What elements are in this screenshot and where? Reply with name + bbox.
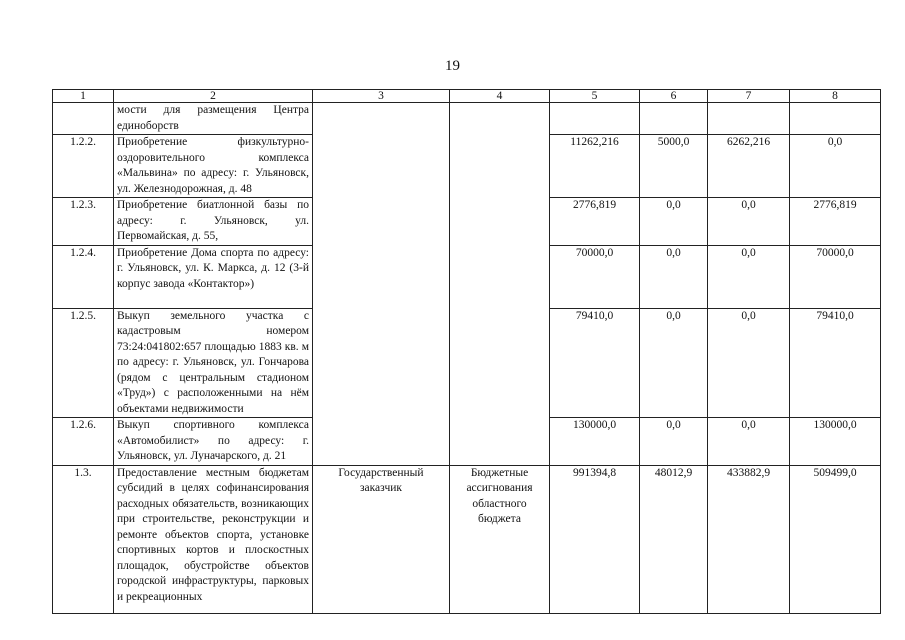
row-description: Предоставление местным бюджетам субсидий в целях софинансирования расходных обязательств, возникающих при строительстве, реконструкции и ремонте объектов спорта, установке спортивных кортов и плоскостных площадок, обустройстве объектов городской инфраструктуры, парковых и рекреационных	[114, 465, 313, 613]
page-number: 19	[445, 58, 460, 74]
value-year-3: 79410,0	[790, 308, 881, 418]
value-total: 991394,8	[550, 465, 640, 613]
header-cell: 8	[790, 90, 881, 103]
value-year-1	[640, 103, 708, 135]
row-description: Приобретение биатлонной базы по адресу: г. Ульяновск, ул. Первомайская, д. 55,	[114, 198, 313, 246]
row-description: Приобретение Дома спорта по адресу: г. Ульяновск, ул. К. Маркса, д. 12 (3-й корпус завода «Контактор»)	[114, 245, 313, 308]
value-year-3: 509499,0	[790, 465, 881, 613]
row-number: 1.2.4.	[53, 245, 114, 308]
header-cell: 7	[708, 90, 790, 103]
header-cell: 3	[313, 90, 450, 103]
header-cell: 6	[640, 90, 708, 103]
row-number	[53, 103, 114, 135]
value-year-1: 0,0	[640, 245, 708, 308]
value-year-3: 0,0	[790, 135, 881, 198]
value-total: 79410,0	[550, 308, 640, 418]
row-description: Выкуп земельного участка с кадастровым номером 73:24:041802:657 площадью 1883 кв. м по адресу: г. Ульяновск, ул. Гончарова (рядом с центральным стадионом «Труд») с расположенными на нём объектами недвижимости	[114, 308, 313, 418]
value-year-1: 0,0	[640, 418, 708, 466]
header-cell: 5	[550, 90, 640, 103]
row-number: 1.2.6.	[53, 418, 114, 466]
value-year-3: 130000,0	[790, 418, 881, 466]
responsible-party: Государственный заказчик	[313, 465, 450, 613]
value-year-3	[790, 103, 881, 135]
value-total: 130000,0	[550, 418, 640, 466]
value-total: 2776,819	[550, 198, 640, 246]
header-cell: 1	[53, 90, 114, 103]
row-description: Приобретение физкультурно-оздоровительного комплекса «Мальвина» по адресу: г. Ульяновск, ул. Железнодорожная, д. 48	[114, 135, 313, 198]
value-year-1: 0,0	[640, 198, 708, 246]
row-number: 1.2.2.	[53, 135, 114, 198]
header-row	[53, 90, 881, 103]
value-year-3: 70000,0	[790, 245, 881, 308]
value-year-2: 0,0	[708, 198, 790, 246]
budget-table	[52, 89, 881, 614]
value-year-2: 433882,9	[708, 465, 790, 613]
value-year-2: 6262,216	[708, 135, 790, 198]
row-number: 1.3.	[53, 465, 114, 613]
source-cell	[450, 103, 550, 466]
table-row	[53, 465, 881, 613]
value-year-2: 0,0	[708, 308, 790, 418]
table-row	[53, 103, 881, 135]
value-year-2	[708, 103, 790, 135]
responsible-cell	[313, 103, 450, 466]
value-year-2: 0,0	[708, 245, 790, 308]
value-total: 11262,216	[550, 135, 640, 198]
value-year-1: 48012,9	[640, 465, 708, 613]
row-number: 1.2.3.	[53, 198, 114, 246]
value-total: 70000,0	[550, 245, 640, 308]
row-description: Выкуп спортивного комплекса «Автомобилист» по адресу: г. Ульяновск, ул. Луначарского, д. 21	[114, 418, 313, 466]
header-cell: 4	[450, 90, 550, 103]
row-number: 1.2.5.	[53, 308, 114, 418]
value-year-3: 2776,819	[790, 198, 881, 246]
row-description: мости для размещения Центра единоборств	[114, 103, 313, 135]
value-total	[550, 103, 640, 135]
value-year-1: 5000,0	[640, 135, 708, 198]
value-year-1: 0,0	[640, 308, 708, 418]
funding-source: Бюджетные ассигнования областного бюджета	[450, 465, 550, 613]
header-cell: 2	[114, 90, 313, 103]
value-year-2: 0,0	[708, 418, 790, 466]
